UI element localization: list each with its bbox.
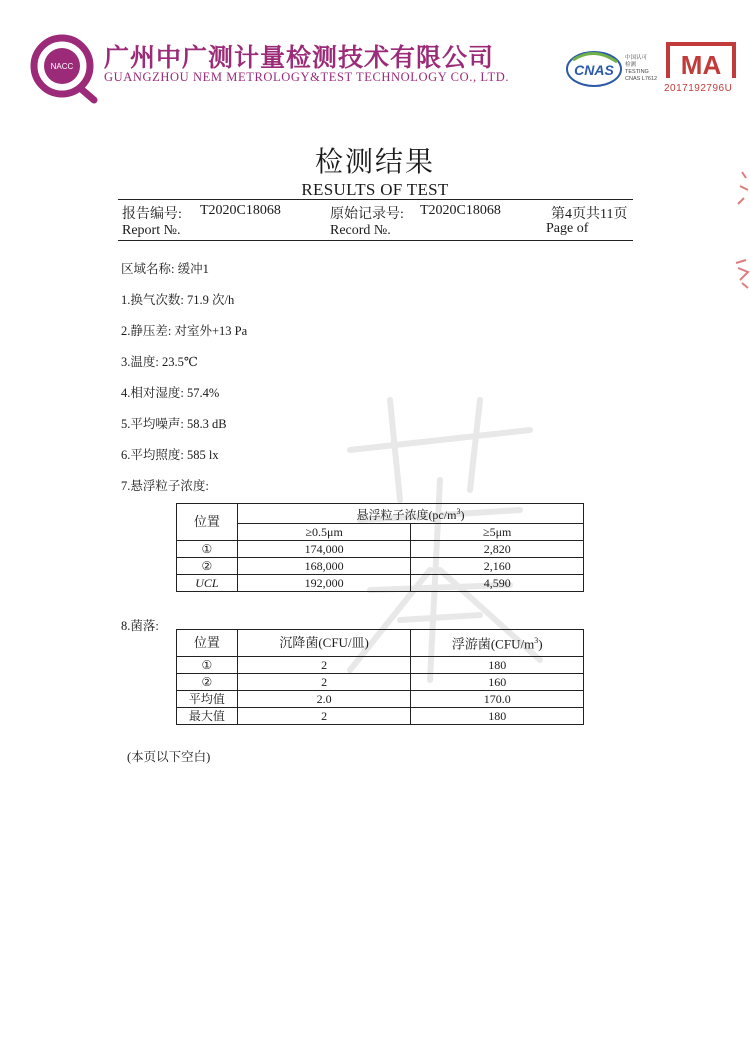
average-noise: 5.平均噪声: 58.3 dB [121,417,227,431]
divider [118,199,633,200]
column-header: 沉降菌(CFU/皿) [237,630,411,657]
table-header-row [177,524,584,541]
header-text: ) [538,636,543,652]
particle-heading: 7.悬浮粒子浓度: [121,479,209,493]
company-name-en: GUANGZHOU NEM METROLOGY&TEST TECHNOLOGY CO., LTD. [104,70,510,84]
cnas-accreditation-text [625,55,657,83]
table-row [177,541,584,558]
column-header: ≥0.5μm [237,524,411,541]
particle-concentration-table [176,503,584,592]
table-row [177,657,584,674]
table-row [177,575,584,592]
table-cell: 170.0 [411,691,584,708]
page-title-en: RESULTS OF TEST [301,180,449,199]
relative-humidity: 4.相对湿度: 57.4% [121,386,220,400]
table-header-row [177,630,584,657]
table-cell: 180 [411,657,584,674]
superscript: 3 [456,507,461,516]
page-number-en: Page of [546,221,589,236]
table-cell: UCL [177,575,238,592]
table-cell: 2 [237,708,411,725]
page-number-cn: 第4页共11页 [551,207,628,222]
cnas-logo [563,48,625,90]
table-cell: 180 [411,708,584,725]
record-no-label: 原始记录号: [330,207,404,222]
table-cell: 最大值 [177,708,238,725]
area-name: 区域名称: 缓冲1 [121,262,209,276]
cnas-line: TESTING [625,69,649,75]
table-row [177,674,584,691]
table-row [177,691,584,708]
table-cell: ② [177,674,238,691]
table-cell: 2,160 [411,558,584,575]
report-no-label: 报告编号: [122,207,182,222]
table-cell: ② [177,558,238,575]
cnas-line: 检测 [625,62,637,68]
page-title-cn: 检测结果 [314,147,435,178]
table-cell: 2.0 [237,691,411,708]
temperature: 3.温度: 23.5℃ [121,355,198,369]
static-pressure: 2.静压差: 对室外+13 Pa [121,324,248,338]
particle-concentration-header [237,504,583,524]
table-cell: ① [177,541,238,558]
cnas-line: CNAS L7612 [625,76,658,82]
position-header: 位置 [177,504,238,541]
table-header-row [177,504,584,524]
table-row [177,708,584,725]
table-cell: 160 [411,674,584,691]
table-cell: ① [177,657,238,674]
header-text: ) [460,508,465,522]
end-of-page-note: (本页以下空白) [127,750,211,764]
header-text: 悬浮粒子浓度(pc/m [356,508,457,522]
table-cell: 平均值 [177,691,238,708]
ma-certificate-code: 2017192796U [664,83,733,94]
table-cell: 192,000 [237,575,411,592]
company-name-cn: 广州中广测计量检测技术有限公司 [104,43,495,72]
logo-text: NACC [50,62,74,71]
cnas-line: 中国认可 [625,55,648,61]
superscript: 3 [534,636,539,646]
air-change-rate: 1.换气次数: 71.9 次/h [121,293,235,307]
table-cell: 2 [237,657,411,674]
position-header: 位置 [177,630,238,657]
average-illuminance: 6.平均照度: 585 lx [121,448,219,462]
ma-logo [662,40,740,82]
report-no: T2020C18068 [200,203,281,218]
table-cell: 168,000 [237,558,411,575]
divider [118,240,633,241]
table-cell: 174,000 [237,541,411,558]
seal-fragment [728,168,750,298]
report-no-label-en: Report №. [122,223,181,238]
table-row [177,558,584,575]
bacteria-table [176,629,584,725]
bacteria-heading: 8.菌落: [121,619,159,633]
record-no-label-en: Record №. [330,223,391,238]
table-cell: 4,590 [411,575,584,592]
cnas-logo-text: CNAS [574,62,614,78]
header-text: 浮游菌(CFU/m [451,636,535,652]
column-header [411,630,584,657]
ma-logo-text: MA [680,50,722,80]
table-cell: 2 [237,674,411,691]
record-no: T2020C18068 [420,203,501,218]
table-cell: 2,820 [411,541,584,558]
column-header: ≥5μm [411,524,584,541]
company-logo [28,30,104,104]
